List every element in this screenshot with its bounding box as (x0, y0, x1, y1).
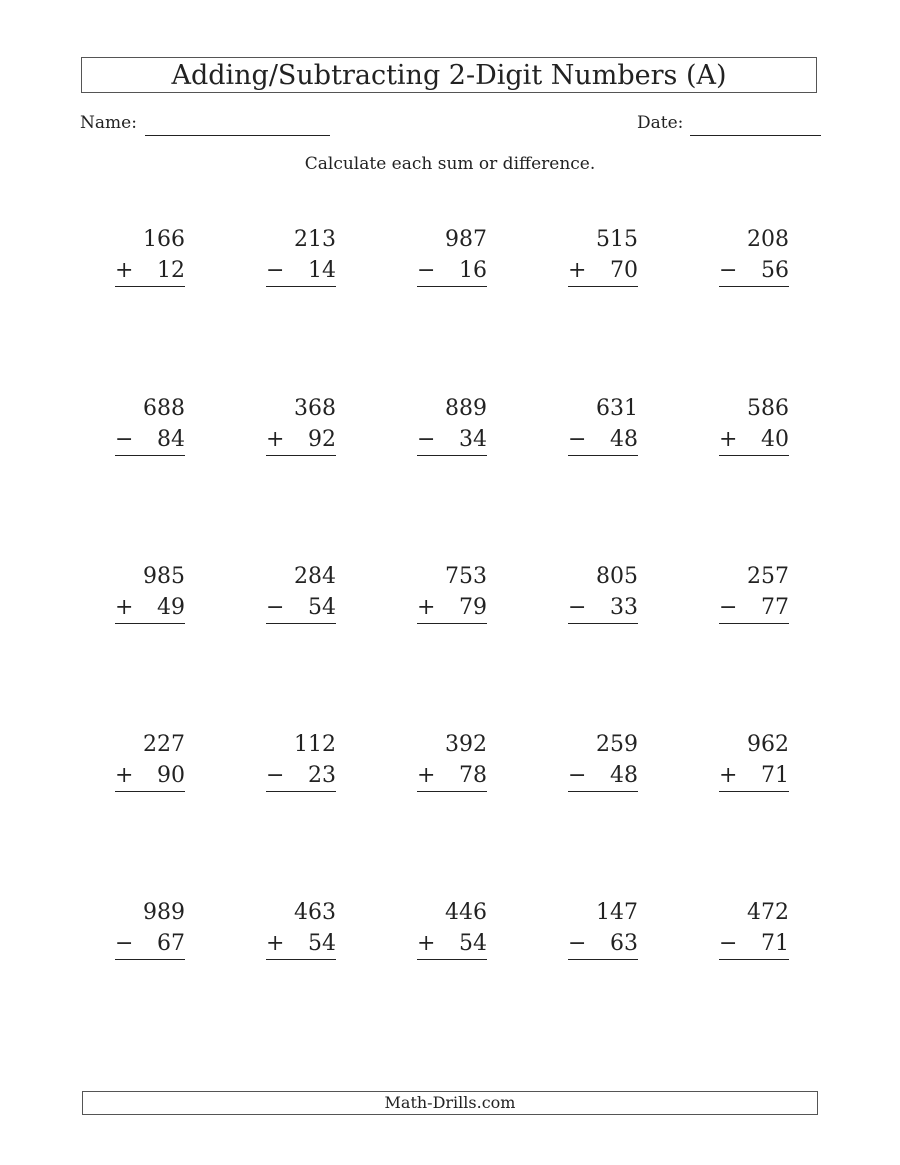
problem-top-number: 257 (747, 564, 789, 589)
problem (266, 393, 336, 456)
operator-sign: − (719, 258, 738, 283)
problem-top-number: 586 (747, 396, 789, 421)
problem-bottom-row (568, 425, 638, 456)
problem-bottom-number: 23 (308, 763, 336, 788)
problem-top-number: 753 (445, 564, 487, 589)
operator-sign: + (115, 763, 134, 788)
operator-sign: + (115, 595, 134, 620)
problem (115, 393, 185, 456)
problem-top-number: 368 (294, 396, 336, 421)
problem (417, 897, 487, 960)
problem-bottom-number: 54 (459, 931, 487, 956)
problem (417, 224, 487, 287)
problem-bottom-row (417, 256, 487, 287)
problem-top-number: 446 (445, 900, 487, 925)
problem-bottom-number: 16 (459, 258, 487, 283)
problem-bottom-number: 71 (761, 931, 789, 956)
operator-sign: − (568, 427, 587, 452)
operator-sign: − (266, 595, 285, 620)
operator-sign: + (266, 427, 285, 452)
operator-sign: − (719, 931, 738, 956)
problem (266, 729, 336, 792)
operator-sign: + (417, 763, 436, 788)
problem-bottom-number: 71 (761, 763, 789, 788)
problem-bottom-row (568, 593, 638, 624)
problem-bottom-row (719, 256, 789, 287)
operator-sign: + (417, 595, 436, 620)
date-line[interactable] (690, 135, 821, 136)
problem-bottom-number: 77 (761, 595, 789, 620)
problem-bottom-row (417, 929, 487, 960)
problem-top-number: 889 (445, 396, 487, 421)
problem-top-number: 259 (596, 732, 638, 757)
problem-bottom-number: 70 (610, 258, 638, 283)
problem (115, 224, 185, 287)
problem-bottom-number: 78 (459, 763, 487, 788)
problem (719, 561, 789, 624)
problem-bottom-row (266, 929, 336, 960)
problem (417, 561, 487, 624)
problem-bottom-row (266, 425, 336, 456)
problem-bottom-row (115, 929, 185, 960)
operator-sign: − (719, 595, 738, 620)
problem-top-number: 472 (747, 900, 789, 925)
problem (266, 224, 336, 287)
problem-bottom-number: 34 (459, 427, 487, 452)
operator-sign: − (417, 427, 436, 452)
date-label: Date: (637, 113, 684, 133)
operator-sign: − (417, 258, 436, 283)
problem-top-number: 985 (143, 564, 185, 589)
footer-box (82, 1091, 818, 1115)
operator-sign: − (266, 258, 285, 283)
problem-bottom-row (115, 256, 185, 287)
problem (266, 561, 336, 624)
operator-sign: + (719, 427, 738, 452)
problem-bottom-row (266, 761, 336, 792)
operator-sign: + (568, 258, 587, 283)
problem-bottom-row (719, 929, 789, 960)
problem-bottom-number: 33 (610, 595, 638, 620)
problem-top-number: 284 (294, 564, 336, 589)
title-box (81, 57, 817, 93)
operator-sign: − (115, 427, 134, 452)
problem-top-number: 147 (596, 900, 638, 925)
name-line[interactable] (145, 135, 330, 136)
worksheet-title: Adding/Subtracting 2-Digit Numbers (A) (171, 59, 727, 91)
problem-bottom-number: 49 (157, 595, 185, 620)
name-label: Name: (80, 113, 137, 133)
problem-bottom-row (568, 929, 638, 960)
operator-sign: − (115, 931, 134, 956)
problem (266, 897, 336, 960)
problem-bottom-row (719, 593, 789, 624)
operator-sign: − (266, 763, 285, 788)
problem (719, 897, 789, 960)
problem-top-number: 688 (143, 396, 185, 421)
problem-top-number: 213 (294, 227, 336, 252)
problem (719, 224, 789, 287)
problem-top-number: 987 (445, 227, 487, 252)
problem-bottom-number: 56 (761, 258, 789, 283)
problem-bottom-number: 48 (610, 427, 638, 452)
problem-bottom-row (719, 425, 789, 456)
problem-bottom-number: 12 (157, 258, 185, 283)
operator-sign: − (568, 931, 587, 956)
problem-bottom-row (719, 761, 789, 792)
operator-sign: + (417, 931, 436, 956)
problem-bottom-number: 54 (308, 931, 336, 956)
problem-bottom-number: 54 (308, 595, 336, 620)
problem-top-number: 515 (596, 227, 638, 252)
problem-bottom-number: 84 (157, 427, 185, 452)
problem (568, 393, 638, 456)
problem-top-number: 631 (596, 396, 638, 421)
problem (568, 561, 638, 624)
problem-bottom-number: 90 (157, 763, 185, 788)
problem-top-number: 208 (747, 227, 789, 252)
problem-top-number: 805 (596, 564, 638, 589)
problem (568, 224, 638, 287)
problem-bottom-number: 67 (157, 931, 185, 956)
problem-bottom-number: 92 (308, 427, 336, 452)
problem-top-number: 463 (294, 900, 336, 925)
problem-top-number: 989 (143, 900, 185, 925)
problem-bottom-row (266, 256, 336, 287)
operator-sign: − (568, 763, 587, 788)
problem (115, 897, 185, 960)
problem-bottom-number: 48 (610, 763, 638, 788)
problem-bottom-row (417, 593, 487, 624)
problem-bottom-row (417, 425, 487, 456)
problem-bottom-row (417, 761, 487, 792)
problem-bottom-row (115, 761, 185, 792)
instructions: Calculate each sum or difference. (304, 154, 596, 174)
problem-bottom-number: 79 (459, 595, 487, 620)
problem-bottom-number: 63 (610, 931, 638, 956)
problem-bottom-row (115, 425, 185, 456)
problem-bottom-row (266, 593, 336, 624)
problem (115, 729, 185, 792)
problem (417, 393, 487, 456)
problem (568, 897, 638, 960)
problem-bottom-number: 40 (761, 427, 789, 452)
problem-bottom-row (115, 593, 185, 624)
problem-top-number: 227 (143, 732, 185, 757)
operator-sign: + (115, 258, 134, 283)
problem (719, 729, 789, 792)
problem-top-number: 392 (445, 732, 487, 757)
problem-top-number: 112 (294, 732, 336, 757)
problem-top-number: 962 (747, 732, 789, 757)
problem-bottom-row (568, 761, 638, 792)
problem (417, 729, 487, 792)
operator-sign: + (266, 931, 285, 956)
problem (115, 561, 185, 624)
operator-sign: + (719, 763, 738, 788)
problem-bottom-row (568, 256, 638, 287)
problem-bottom-number: 14 (308, 258, 336, 283)
operator-sign: − (568, 595, 587, 620)
problem (719, 393, 789, 456)
footer-text: Math-Drills.com (384, 1093, 516, 1112)
problem (568, 729, 638, 792)
problem-top-number: 166 (143, 227, 185, 252)
